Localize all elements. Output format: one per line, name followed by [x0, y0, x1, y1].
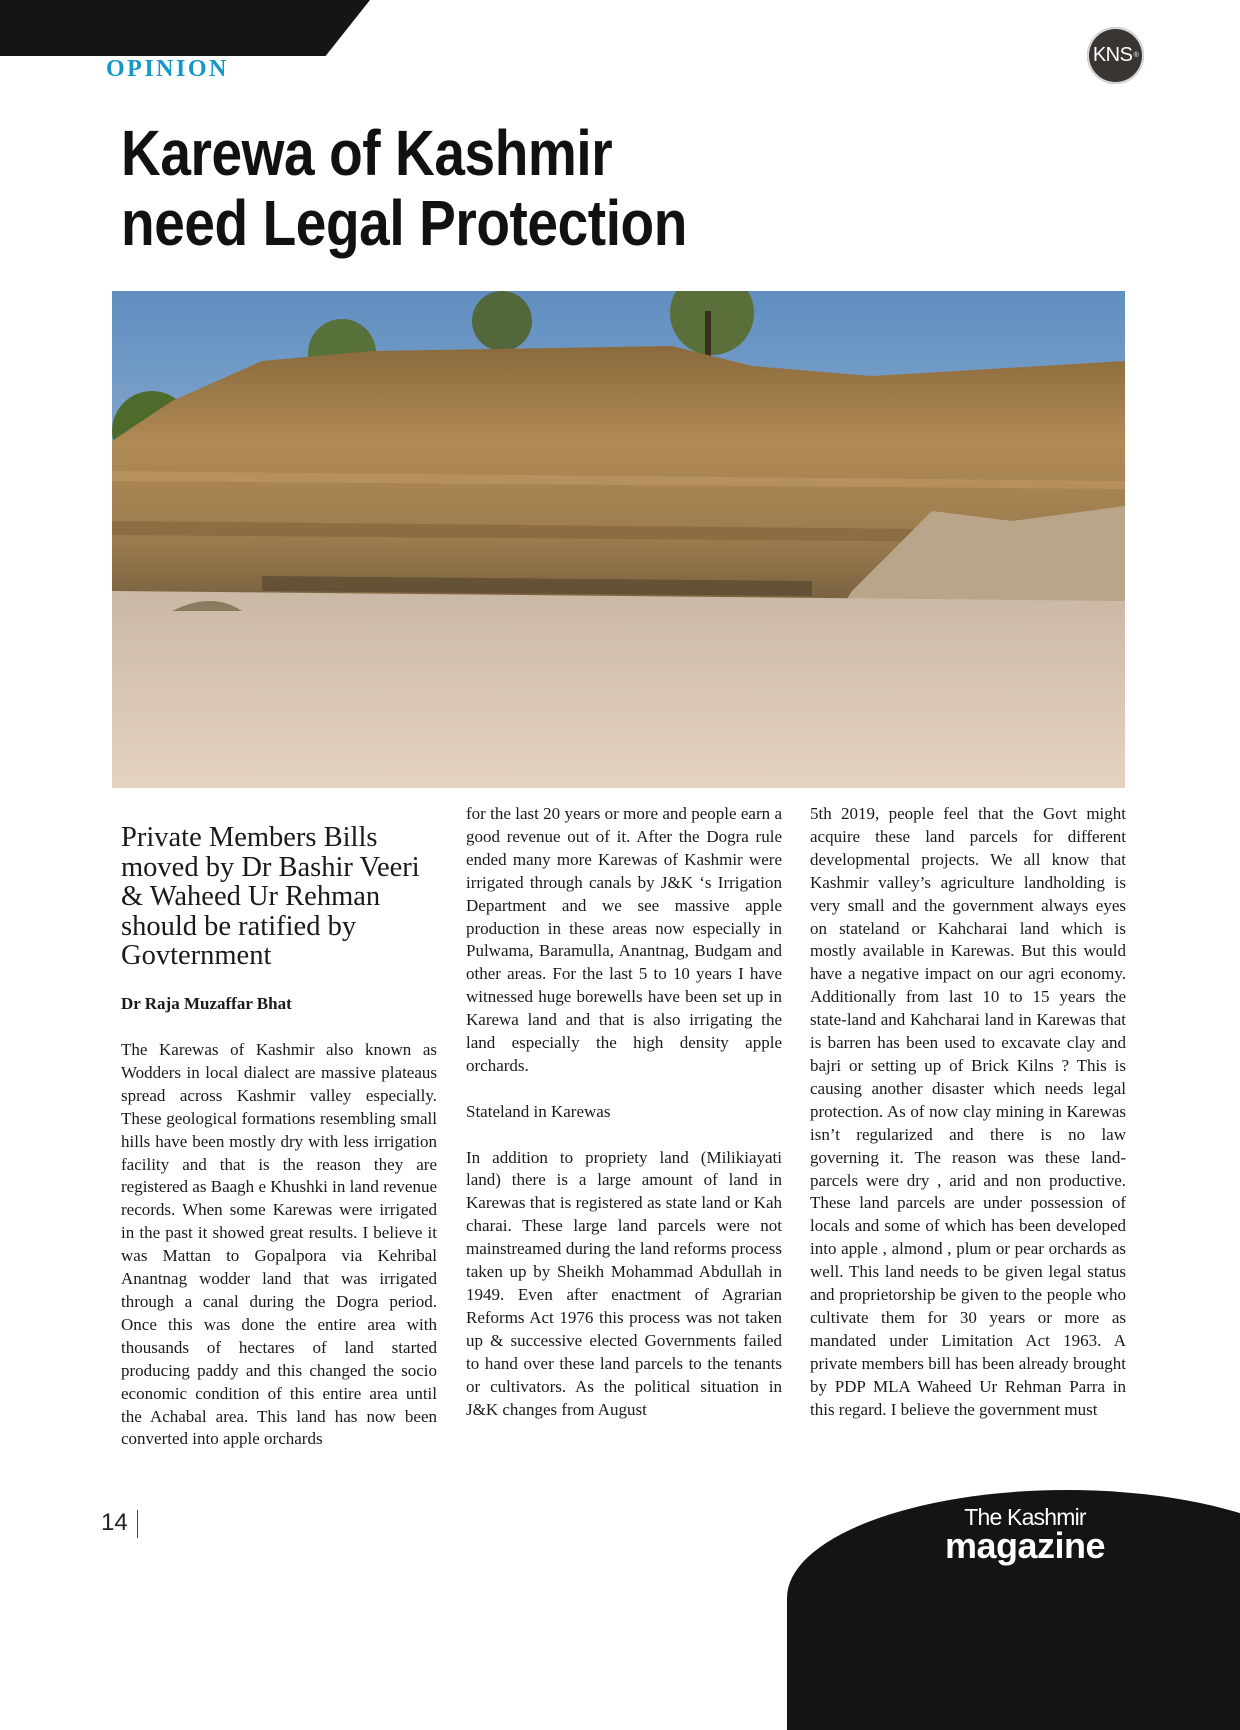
magazine-logo — [930, 1504, 1120, 1566]
header-band — [0, 0, 370, 56]
magazine-logo-big: magazine — [944, 1525, 1106, 1566]
paragraph: 5th 2019, people feel that the Govt might acquire these land parcels for different developmental projects. We all know that Kashmir valley’s agriculture landholding is very small and the government always eyes on stateland or Kahcharai land which is mostly available in Karewas. But this would have a negative impact on our agri economy. Additionally from last 10 to 15 years the state-land and Kahcharai land in Karewas that is barren has been used to excavate clay and bajri or setting up of Brick Kilns ? This is causing another disaster which needs legal protection. As of now clay mining in Karewas isn’t regularized and there is no law governing it. The reason was these land-parcels were dry , arid and non productive. These land parcels are under possession of locals and some of which has been developed into apple , almond , plum or pear orchards as well. This land needs to be given legal status and proprietorship be given to the people who cultivate them for 30 years or more as mandated under Limitation Act 1963. A private members bill has been already brought by PDP MLA Waheed Ur Rehman Parra in this regard. I believe the government must — [810, 804, 1126, 1419]
page-number: 14 — [101, 1509, 128, 1536]
article-deck: Private Members Bills moved by Dr Bashir Veeri & Waheed Ur Rehman should be ratified by Govternment — [121, 822, 420, 971]
karewa-plateau-photo — [112, 291, 1125, 788]
column-1 — [121, 1039, 437, 1451]
kns-logo-text: KNS — [1092, 44, 1133, 66]
column-3 — [810, 803, 1126, 1421]
byline: Dr Raja Muzaffar Bhat — [121, 994, 292, 1013]
column-2 — [466, 803, 782, 1421]
paragraph: In addition to propriety land (Milikiayati land) there is a large amount of land in Karewas that is registered as state land or Kah charai. These large land parcels were not mainstreamed during the land reforms process taken up by Sheikh Mohammad Abdullah in 1949. Even after enactment of Agrarian Reforms Act 1976 this process was not taken up & successive elected Governments failed to hand over these land parcels to the tenants or cultivators. As the political situation in J&K changes from August — [466, 1147, 782, 1419]
magazine-logo-small: The Kashmir — [964, 1504, 1086, 1530]
section-label: OPINION — [106, 56, 229, 82]
paragraph: The Karewas of Kashmir also known as Wodders in local dialect are massive plateaus spread across Kashmir valley especially. These geological formations resembling small hills have been mostly dry with less irrigation facility and that is the reason they are registered as Baagh e Khushki in land revenue records. When some Karewas were irrigated in the past it showed great results. I believe it was Mattan to Gopalpora via Kehribal Anantnag wodder land that was irrigated through a canal during the Dogra period. Once this was done the entire area with thousands of hectares of land started producing paddy and this changed the socio economic condition of this entire area until the Achabal area. This land has now been converted into apple orchards — [121, 1040, 437, 1449]
paragraph: for the last 20 years or more and people earn a good revenue out of it. After the Dogra rule ended many more Karewas of Kashmir were irrigated through canals by J&K ‘s Irrigation Department and we see massive apple production in these areas now especially in Pulwama, Baramulla, Anantnag, Budgam and other areas. For the last 5 to 10 years I have witnessed huge borewells have been set up in Karewa land and that is also irrigating the land especially the high density apple orchards. — [466, 804, 782, 1075]
kns-logo — [1087, 27, 1144, 84]
headline-line-1: Karewa of Kashmir — [121, 117, 613, 189]
subheading: Stateland in Karewas — [466, 1101, 611, 1121]
registered-mark: ® — [1133, 52, 1139, 59]
page-number-divider — [137, 1510, 138, 1538]
headline — [121, 118, 895, 258]
headline-line-2: need Legal Protection — [121, 187, 687, 259]
